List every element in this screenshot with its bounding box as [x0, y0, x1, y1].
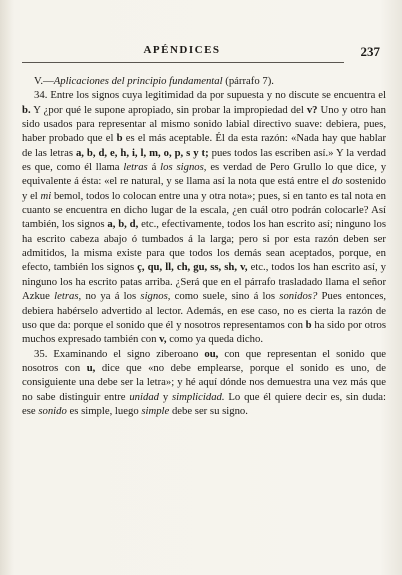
letter-sign: b — [305, 318, 312, 331]
page-header — [22, 44, 380, 60]
text-run: etc., todos los han escrito así, y ninguno los ha escrito patas arriba. ¿Será que en el párrafo trasladado llama el señor Azkue — [22, 261, 387, 303]
text-run: como suele, sino á los — [174, 290, 276, 303]
italic-term: sonidos? — [279, 290, 318, 303]
italic-term: simplicidad. — [172, 390, 225, 403]
paragraph-number: 34. — [34, 89, 48, 102]
text-run: bemol, todos lo colocan entre una y otra nota»; pues, si en tanto es tal nota en cuanto se encuentra en dicho lugar de la escala, ¿en cuál otro podrán colocarle? Así también, los signos — [22, 189, 387, 231]
text-run: pues todos las escriben así.» Y la verdad es que, como él llama — [22, 146, 387, 174]
running-head: APÉNDICES — [143, 44, 221, 56]
text-run: Y ¿por qué le supone apropiado, sin probar la impropiedad del — [33, 103, 304, 116]
letter-sign: b. — [22, 103, 31, 116]
text-run: debe ser su signo. — [171, 404, 248, 417]
letter-sign-list: a, b, d, e, h, i, l, m, o, p, s y t; — [75, 146, 209, 159]
italic-term: mi — [40, 189, 52, 202]
italic-term: do — [332, 175, 343, 188]
text-run: sostenido y el — [22, 175, 386, 202]
text-run: Lo que él quiere decir es, sin duda: ese — [22, 390, 387, 417]
text-run: es simple, luego — [69, 404, 139, 417]
text-run: es el más aceptable. Él da esta razón: «Nada hay que hablar de las letras — [22, 132, 386, 159]
italic-term: letras — [123, 161, 148, 174]
section-title-text: Aplicaciones del principio fundamental — [53, 75, 223, 87]
paragraph-35 — [22, 347, 386, 419]
text-run: etc., efectivamente, todos los han escrito así; ninguno los ha escrito cabeza abajo ó tumbados á la larga; pero si por esta razón deben ser admitidos, la misma existe para que todos los demás sean aceptados, porque, en efecto, también los signos — [22, 218, 387, 274]
letter-sign: v, — [159, 333, 167, 346]
italic-term: simple — [141, 404, 170, 417]
text-run: y — [162, 390, 169, 403]
text-run: dice que «no debe emplearse, porque el sonido es uno, de consiguiente una debe ser la letra»; y hé aquí dónde nos demuestra una vez más que no sabe distinguir entre — [22, 361, 386, 403]
text-run: Uno y otro han sido usados para representar al mismo sonido labial directivo suave: debiera, pues, haber probado que el — [22, 103, 387, 145]
italic-term: los signos, — [160, 161, 207, 174]
text-run: Examinando el signo ziberoano — [53, 347, 199, 360]
text-run: como ya queda dicho. — [169, 333, 264, 346]
text-run: es verdad de Pero Grullo lo que dice, y equivalente á ésta: «el re natural, y se llama así la nota que está entre el — [22, 161, 387, 188]
italic-term: letras, — [54, 290, 82, 303]
text-run: no ya á los — [85, 290, 137, 303]
text-run: Entre los signos cuya legitimidad da por supuesta y no discute se encuentra el — [50, 89, 386, 102]
letter-sign-list: ç, qu, ll, ch, gu, ss, sh, v, — [137, 261, 248, 274]
text-run: con que representan el sonido que nosotros con — [22, 347, 387, 374]
italic-term: sonido — [38, 404, 67, 417]
paragraph-34 — [22, 88, 386, 346]
text-run: á — [151, 161, 157, 174]
section-title-ref: (párrafo 7). — [225, 75, 274, 87]
section-number: V. — [34, 75, 44, 87]
body-text — [22, 74, 386, 418]
text-run: ha sido por otros muchos expresado también con — [22, 318, 387, 346]
letter-sign: u, — [86, 361, 96, 374]
letter-sign: v? — [306, 103, 318, 116]
letter-sign-list: a, b, d, — [107, 218, 139, 231]
paragraph-number: 35. — [34, 347, 48, 360]
italic-term: signos, — [140, 290, 171, 303]
letter-sign: ou, — [204, 347, 219, 360]
page-number: 237 — [360, 44, 380, 59]
letter-sign: b — [116, 132, 123, 145]
italic-term: unidad — [129, 390, 160, 403]
header-rule — [22, 62, 344, 63]
text-run: Pues entonces, debiera habérselo advertido al lector. Además, en ese caso, no es cierta la razón de uso que da: porque el sonido que él y nosotros representamos con — [22, 290, 387, 331]
section-title: V.—Aplicaciones del principio fundamental (párrafo 7). — [34, 75, 274, 87]
